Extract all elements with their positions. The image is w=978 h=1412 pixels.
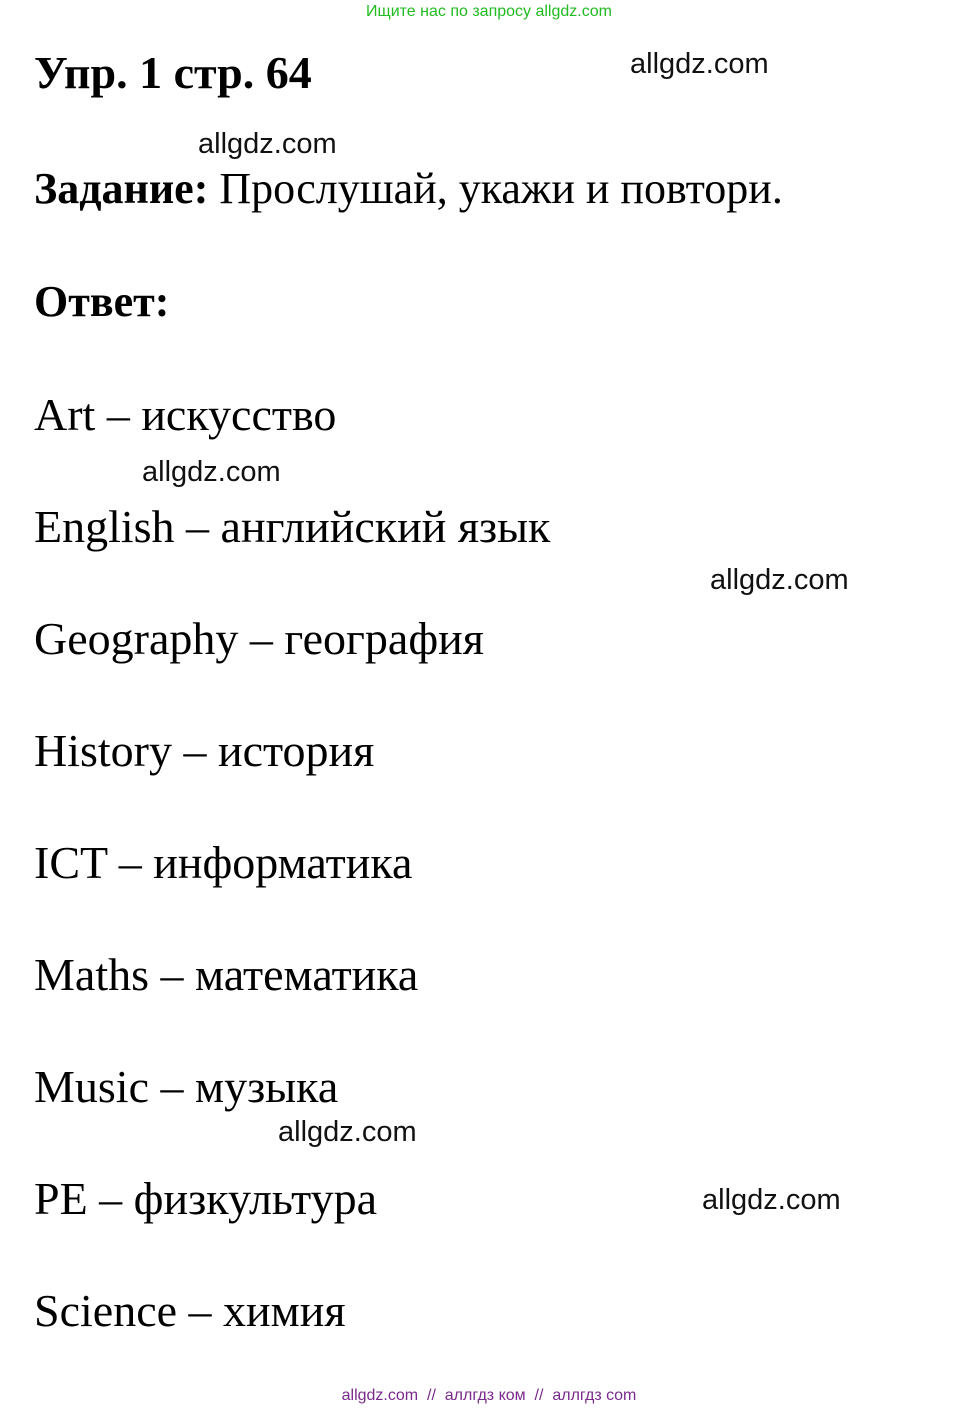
vocab-item-ict: ICT – информатика [34,837,413,888]
watermark: allgdz.com [702,1184,841,1216]
task-text: Прослушай, укажи и повтори. [208,164,783,213]
task-label: Задание: [34,164,209,213]
top-banner: Ищите нас по запросу allgdz.com [366,3,612,20]
watermark: allgdz.com [142,456,281,488]
watermark: allgdz.com [710,564,849,596]
vocab-item-music: Music – музыка [34,1061,339,1112]
answer-label: Ответ: [34,277,170,326]
page-title: Упр. 1 стр. 64 [34,47,312,98]
vocab-item-art: Art – искусство [34,389,337,440]
vocab-item-science: Science – химия [34,1285,346,1336]
vocab-item-history: History – история [34,725,375,776]
task-line [34,164,783,213]
footer-links: allgdz.com // аллгдз ком // аллгдз com [341,1387,637,1404]
vocab-item-geography: Geography – география [34,613,484,664]
watermark: allgdz.com [198,128,337,160]
vocab-item-maths: Maths – математика [34,949,419,1000]
watermark: allgdz.com [278,1116,417,1148]
watermark: allgdz.com [630,48,769,80]
vocab-item-pe: PE – физкультура [34,1173,378,1224]
vocab-item-english: English – английский язык [34,501,551,552]
